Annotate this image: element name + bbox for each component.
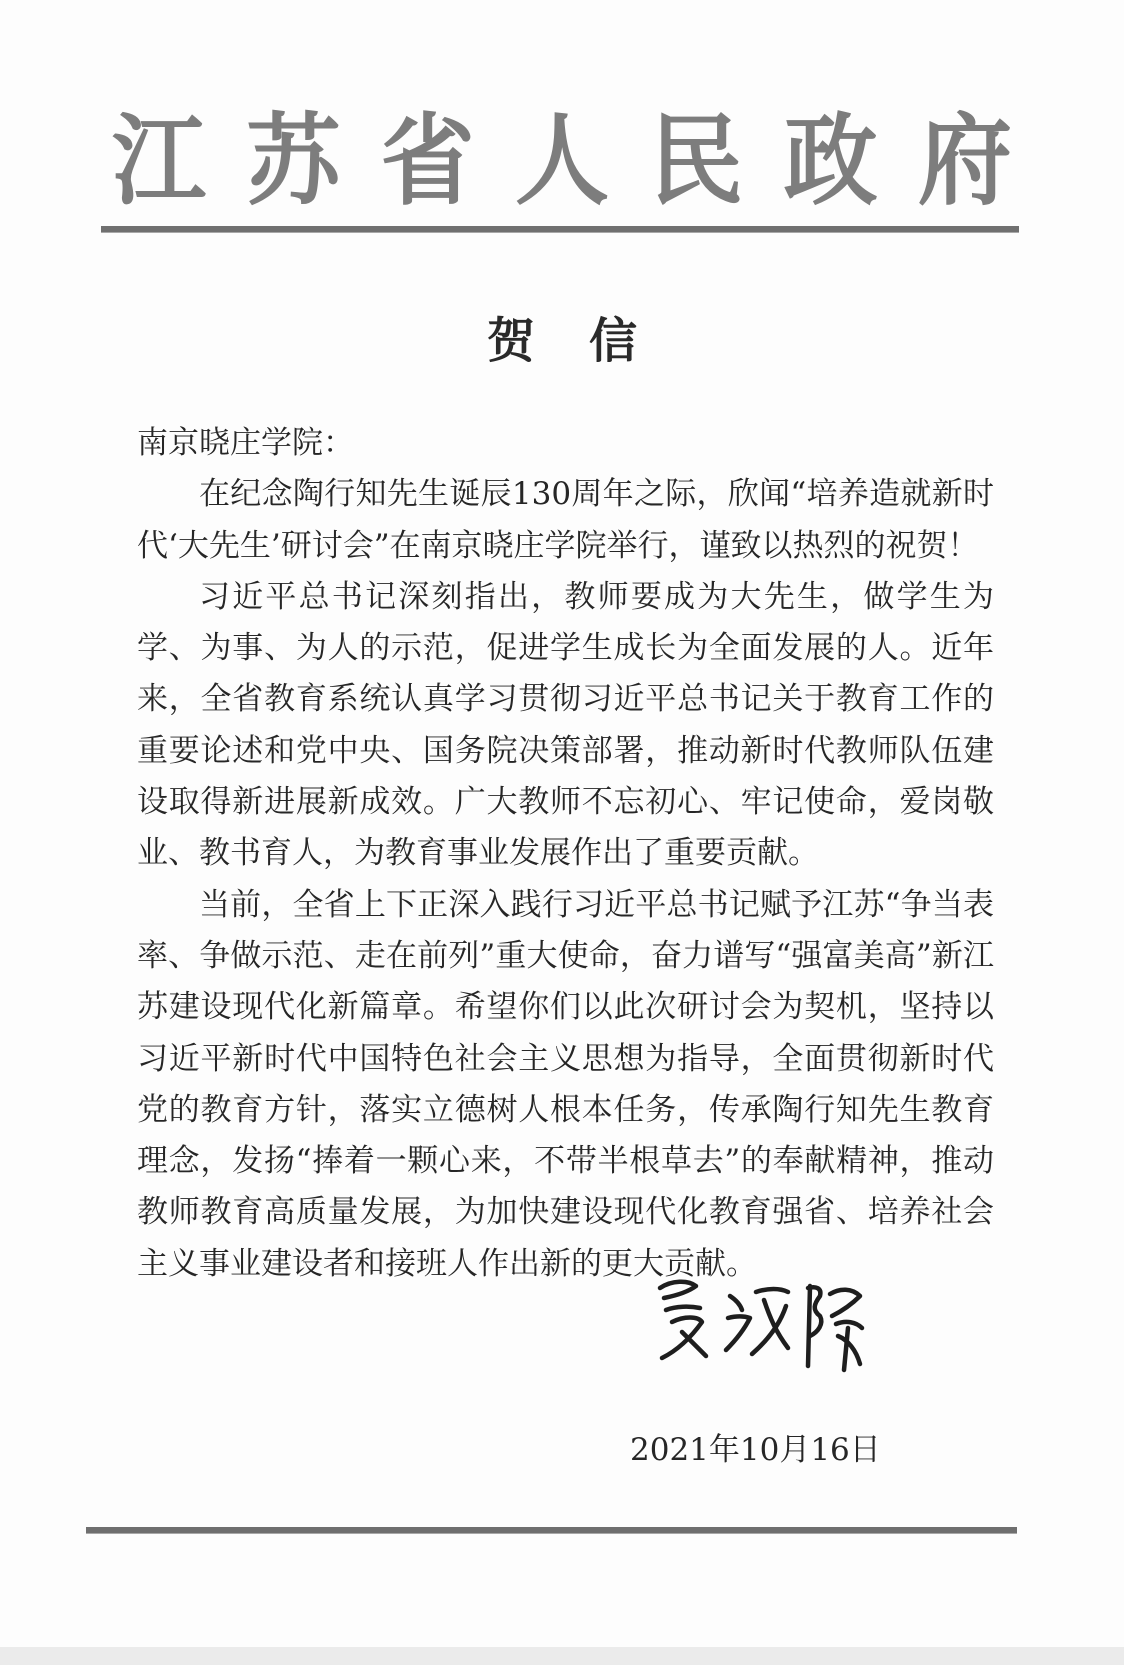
issuer-masthead [112, 92, 1012, 219]
letter-title-text: 贺信 [486, 313, 691, 369]
signature-drawing [652, 1266, 872, 1376]
masthead-char: 苏 [246, 103, 341, 219]
salutation: 南京晓庄学院： [137, 425, 354, 461]
masthead-char: 民 [649, 103, 744, 219]
body-paragraph: 习近平总书记深刻指出，教师要成为大先生，做学生为学、为事、为人的示范，促进学生成长为全面发展的人。近年来，全省教育系统认真学习贯彻习近平总书记关于教育工作的重要论述和党中央、国务院决策部署，推动新时代教师队伍建设取得新进展新成效。广大教师不忘初心、牢记使命，爱岗敬业、教书育人，为教育事业发展作出了重要贡献。 [137, 578, 994, 872]
masthead-char: 人 [514, 103, 609, 219]
body-paragraph: 当前，全省上下正深入践行习近平总书记赋予江苏“争当表率、争做示范、走在前列”重大使命，奋力谱写“强富美高”新江苏建设现代化新篇章。希望你们以此次研讨会为契机，坚持以习近平新时代中国特色社会主义思想为指导，全面贯彻新时代党的教育方针，落实立德树人根本任务，传承陶行知先生教育理念，发扬“捧着一颗心来，不带半根草去”的奉献精神，推动教师教育高质量发展，为加快建设现代化教育强省、培养社会主义事业建设者和接班人作出新的更大贡献。 [137, 886, 994, 1282]
masthead-char: 江 [112, 103, 207, 219]
masthead-char: 政 [783, 103, 878, 219]
masthead-char: 府 [917, 103, 1012, 219]
letter-date: 2021年10月16日 [630, 1432, 881, 1468]
letter-title [0, 302, 1124, 371]
body-paragraph: 在纪念陶行知先生诞辰130周年之际，欣闻“培养造就新时代‘大先生’研讨会”在南京晓庄学院举行，谨致以热烈的祝贺！ [137, 476, 994, 564]
header-divider [101, 226, 1019, 233]
handwritten-signature [652, 1266, 872, 1376]
letter-body [137, 418, 994, 1290]
footer-divider [86, 1527, 1017, 1534]
masthead-char: 省 [380, 103, 475, 219]
